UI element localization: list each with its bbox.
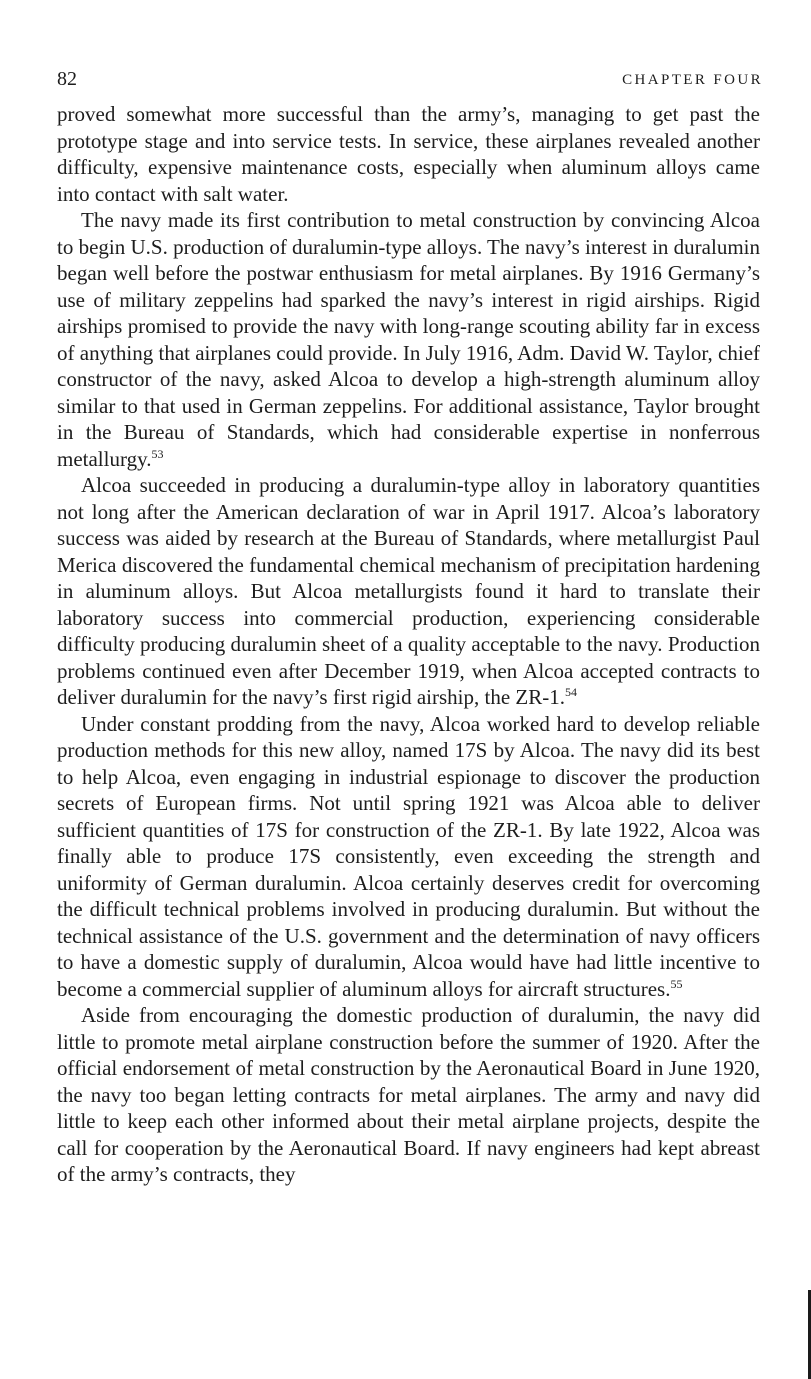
paragraph [57, 472, 760, 711]
paragraph-text: Alcoa succeeded in producing a duralumin-type alloy in laboratory quantities not long after the American declaration of war in April 1917. Alcoa’s laboratory success was aided by research at the Bureau of Standards, where metallurgist Paul Merica discovered the fundamental chemical mechanism of precipitation hardening in aluminum alloys. But Alcoa metallurgists found it hard to translate their laboratory success into commercial production, experiencing considerable difficulty producing duralumin sheet of a quality acceptable to the navy. Production problems continued even after December 1919, when Alcoa accepted contracts to deliver duralumin for the navy’s first rigid airship, the ZR-1. [57, 473, 760, 709]
paragraph-text: proved somewhat more successful than the army’s, managing to get past the prototype stage and into service tests. In service, these airplanes revealed another difficulty, expensive maintenance costs, especially when aluminum alloys came into contact with salt water. [57, 102, 760, 206]
paragraph-text: Under constant prodding from the navy, Alcoa worked hard to develop reliable production methods for this new alloy, named 17S by Alcoa. The navy did its best to help Alcoa, even engaging in industrial espionage to discover the production secrets of European firms. Not until spring 1921 was Alcoa able to deliver sufficient quantities of 17S for construction of the ZR-1. By late 1922, Alcoa was finally able to produce 17S consistently, even exceeding the strength and uniformity of German duralumin. Alcoa certainly deserves credit for overcoming the difficult technical problems involved in producing duralumin. But without the technical assistance of the U.S. government and the determination of navy officers to have a domestic supply of duralumin, Alcoa would have had little incentive to become a commercial supplier of aluminum alloys for aircraft structures. [57, 711, 760, 1001]
paragraph-text: The navy made its first contribution to metal construction by convincing Alcoa to begin U.S. production of duralumin-type alloys. The navy’s interest in duralumin began well before the postwar enthusiasm for metal airplanes. By 1916 Germany’s use of military zeppelins had sparked the navy’s interest in rigid airships. Rigid airships promised to provide the navy with long-range scouting ability far in excess of anything that airplanes could provide. In July 1916, Adm. David W. Taylor, chief constructor of the navy, asked Alcoa to develop a high-strength aluminum alloy similar to that used in German zeppelins. For additional assistance, Taylor brought in the Bureau of Standards, which had considerable expertise in nonferrous metallurgy. [57, 208, 761, 471]
footnote-ref: 53 [151, 446, 164, 461]
paragraph [57, 711, 760, 1003]
paragraph [57, 1002, 760, 1188]
footnote-ref: 54 [564, 685, 577, 699]
paragraph-continued [57, 101, 760, 207]
body-text [57, 101, 760, 1188]
running-head [57, 66, 763, 94]
page-number: 82 [57, 68, 77, 90]
chapter-title: CHAPTER FOUR [622, 72, 763, 88]
footnote-ref: 55 [670, 976, 683, 991]
paragraph [57, 207, 760, 472]
paragraph-text: Aside from encouraging the domestic production of duralumin, the navy did little to promote metal airplane construction before the summer of 1920. After the official endorsement of metal construction by the Aeronautical Board in June 1920, the navy too began letting contracts for metal airplanes. The army and navy did little to keep each other informed about their metal airplane projects, despite the call for cooperation by the Aeronautical Board. If navy engineers had kept abreast of the army’s contracts, they [57, 1003, 760, 1186]
